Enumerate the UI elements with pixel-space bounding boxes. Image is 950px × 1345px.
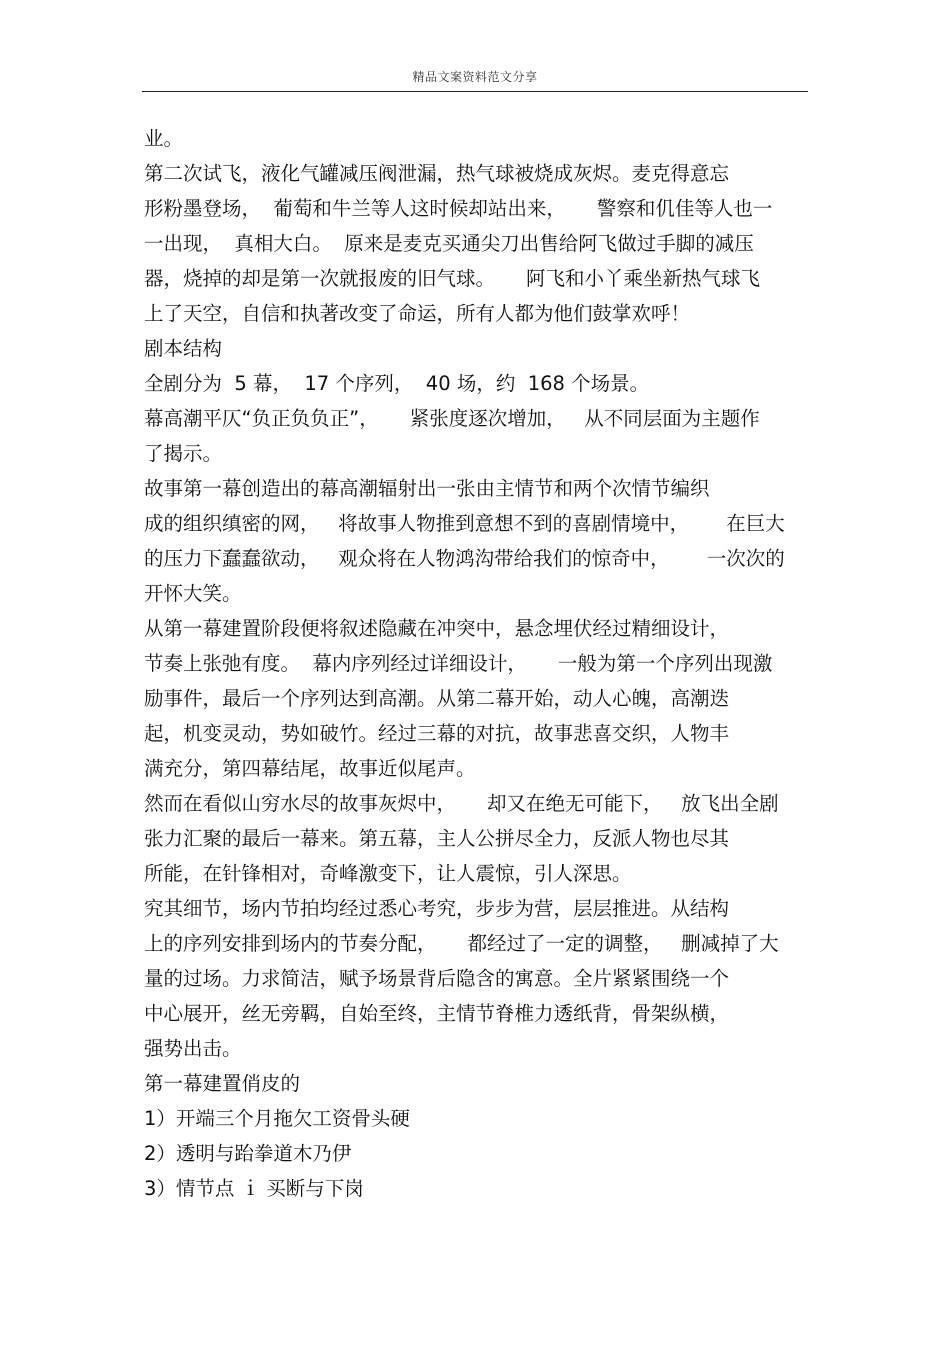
text-line: 然而在看似山穷水尽的故事灰烬中， 却又在绝无可能下， 放飞出全剧 (144, 792, 779, 815)
list-item: 2）透明与跆拳道木乃伊 (144, 1142, 352, 1165)
section-heading: 第一幕建置俏皮的 (144, 1072, 301, 1095)
list-item: 3）情节点 ｉ 买断与下岗 (144, 1177, 364, 1200)
text-line: 第二次试飞，液化气罐减压阀泄漏，热气球被烧成灰烬。麦克得意忘 (144, 162, 730, 185)
text-line: 形粉墨登场， 葡萄和牛兰等人这时候却站出来， 警察和仉佳等人也一 (144, 197, 773, 220)
text-line: 业。 (144, 127, 184, 150)
text-line: 起，机变灵动，势如破竹。经过三幕的对抗，故事悲喜交织，人物丰 (144, 722, 730, 745)
text-line: 器，烧掉的却是第一次就报废的旧气球。 阿飞和小丫乘坐新热气球飞 (144, 267, 760, 290)
text-line: 中心展开，丝无旁羁，自始至终，主情节脊椎力透纸背，骨架纵横， (144, 1002, 730, 1025)
text-line: 满充分，第四幕结尾，故事近似尾声。 (144, 757, 476, 780)
text-line: 一出现， 真相大白。 原来是麦克买通尖刀出售给阿飞做过手脚的减压 (144, 232, 754, 255)
text-line: 全剧分为 5 幕， 17 个序列， 40 场，约 168 个场景。 (144, 372, 650, 395)
header-divider (142, 91, 808, 92)
text-line: 上的序列安排到场内的节奏分配， 都经过了一定的调整， 删减掉了大 (144, 932, 779, 955)
text-line: 成的组织缜密的网， 将故事人物推到意想不到的喜剧情境中， 在巨大 (144, 512, 785, 535)
text-line: 开怀大笑。 (144, 582, 242, 605)
document-body (144, 121, 808, 1206)
text-line: 强势出击。 (144, 1037, 242, 1060)
text-line: 了揭示。 (144, 442, 223, 465)
list-item: 1）开端三个月拖欠工资骨头硬 (144, 1107, 410, 1130)
text-line: 节奏上张弛有度。 幕内序列经过详细设计， 一般为第一个序列出现激 (144, 652, 773, 675)
section-heading: 剧本结构 (144, 337, 223, 360)
text-line: 幕高潮平仄“负正负负正”， 紧张度逐次增加， 从不同层面为主题作 (144, 407, 760, 430)
page-header: 精品文案资料范文分享 (412, 70, 538, 84)
text-line: 上了天空，自信和执著改变了命运，所有人都为他们鼓掌欢呼！ (144, 302, 691, 325)
text-line: 量的过场。力求简洁，赋予场景背后隐含的寓意。全片紧紧围绕一个 (144, 967, 730, 990)
text-line: 故事第一幕创造出的幕高潮辐射出一张由主情节和两个次情节编织 (144, 477, 710, 500)
text-line: 励事件，最后一个序列达到高潮。从第二幕开始，动人心魄，高潮迭 (144, 687, 730, 710)
text-line: 所能，在针锋相对，奇峰激变下，让人震惊，引人深思。 (144, 862, 632, 885)
text-line: 从第一幕建置阶段便将叙述隐藏在冲突中，悬念埋伏经过精细设计， (144, 617, 730, 640)
text-line: 张力汇聚的最后一幕来。第五幕，主人公拼尽全力，反派人物也尽其 (144, 827, 730, 850)
text-line: 究其细节，场内节拍均经过悉心考究，步步为营，层层推进。从结构 (144, 897, 730, 920)
text-line: 的压力下蠢蠢欲动， 观众将在人物鸿沟带给我们的惊奇中， 一次次的 (144, 547, 785, 570)
